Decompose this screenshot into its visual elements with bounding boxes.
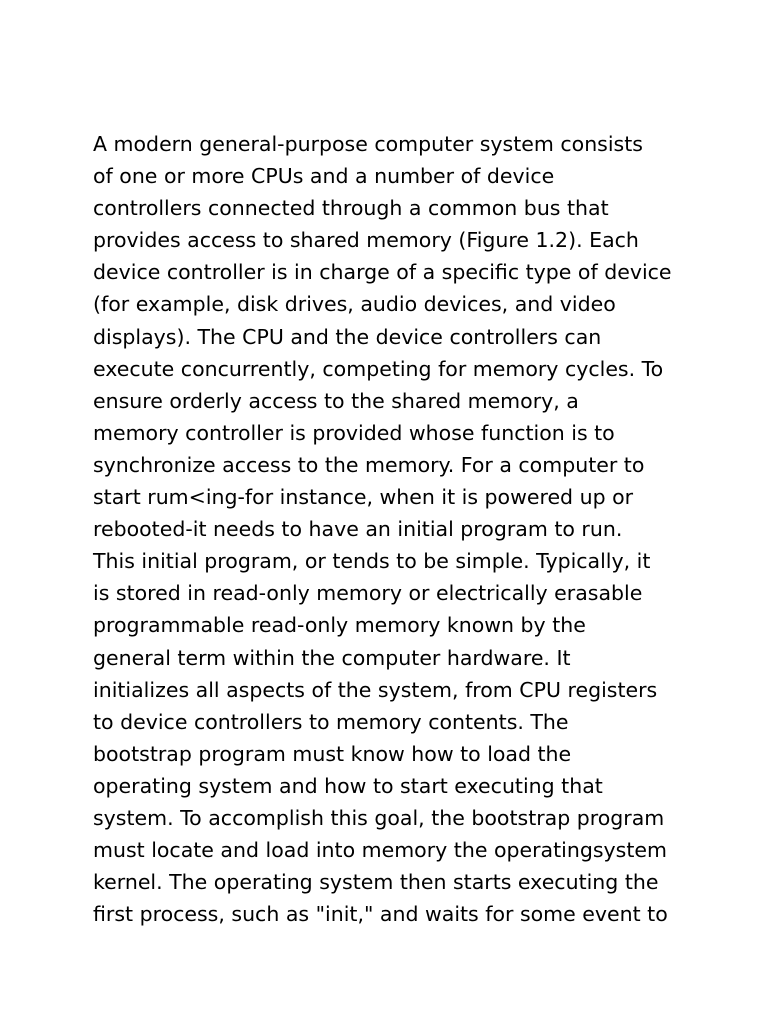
text-line: start rum<ing-for instance, when it is powered up or (93, 485, 634, 510)
text-line: ensure orderly access to the shared memory, a (93, 388, 579, 413)
text-line: of one or more CPUs and a number of device (93, 164, 555, 189)
text-line: provides access to shared memory (Figure 1.2). Each (93, 228, 639, 253)
text-line: execute concurrently, competing for memory cycles. To (93, 356, 664, 381)
text-line: device controller is in charge of a specific type of device (93, 260, 672, 285)
text-line: A modern general-purpose computer system consists (93, 132, 643, 156)
text-line: displays). The CPU and the device controllers can (93, 324, 602, 349)
text-line: general term within the computer hardware. It (93, 645, 571, 670)
text-line: controllers connected through a common bus that (93, 196, 609, 221)
text-line: (for example, disk drives, audio devices, and video (93, 292, 616, 317)
text-line: is stored in read-only memory or electrically erasable (93, 581, 643, 606)
text-line: rebooted-it needs to have an initial program to run. (93, 517, 623, 542)
text-line: memory controller is provided whose function is to (93, 420, 615, 445)
text-line: initializes all aspects of the system, from CPU registers (93, 677, 658, 702)
text-line: first process, such as "init," and waits for some event to (93, 902, 668, 927)
text-line: operating system and how to start executing that (93, 773, 603, 798)
text-line: This initial program, or tends to be simple. Typically, it (93, 549, 651, 574)
text-line: system. To accomplish this goal, the bootstrap program (93, 805, 665, 830)
text-line: synchronize access to the memory. For a computer to (93, 452, 645, 477)
text-line: must locate and load into memory the operatingsystem (93, 838, 667, 863)
text-line: kernel. The operating system then starts executing the (93, 870, 659, 895)
text-line: bootstrap program must know how to load the (93, 741, 572, 766)
text-line: programmable read-only memory known by the (93, 613, 586, 638)
text-line: to device controllers to memory contents. The (93, 709, 569, 734)
body-paragraph (93, 128, 693, 930)
